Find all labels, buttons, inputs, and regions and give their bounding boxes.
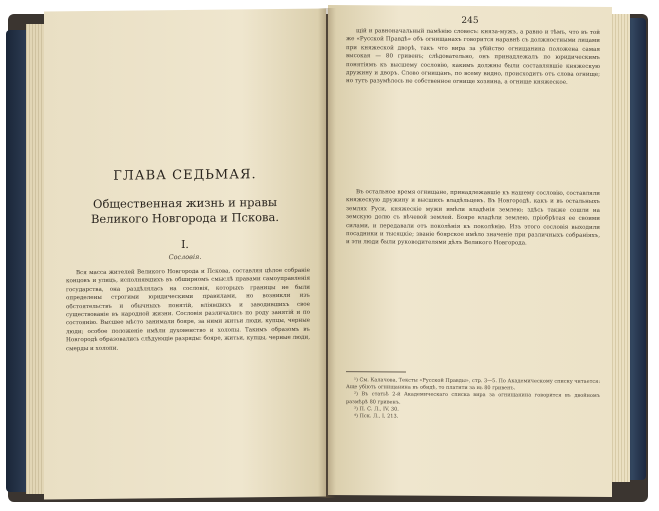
left-page-body: Вся масса жителей Великого Новгорода и Пскова, составляя цѣлое собраніе концовъ и улицъ, исполнявшихъ въ обширномъ смыслѣ правами самоуправленія государства, она раздѣлялась на сословія, которыхъ границы не были определены строгими юридическими правилами, но возникли изъ обстоятельствъ и обычныхъ понятій, вліявшихъ и заводившихъ свое существованіе въ народной жизни. Сословія различались по роду занятій и по состоянію. Высшее мѣсто занимали бояре, за ними житьи люди, купцы, черные люди; особое положеніе имѣли духовенство и холопы. Такимъ образомъ въ Новгородѣ образовались слѣдующіе разряды: бояре, житьи, купцы, черные люди, смерды и холопи. [66, 267, 310, 352]
footnote: ³) П. С. Л., IV, 30. [354, 406, 399, 413]
chapter-subtitle: Общественная жизнь и нравы Великого Новгорода и Пскова. [90, 195, 280, 226]
section-number: I. [181, 237, 189, 252]
footnotes [346, 377, 600, 489]
page-number: 245 [461, 15, 479, 27]
footnote: ⁴) Пск. Л., I, 213. [354, 413, 399, 420]
footnote: ¹) См. Калачова, Тексты «Русской Правды», стр. 3—5. По Академическому списку читается: Аще убіють огнищанина въ обидѣ, то платити за нь 80 гривенъ. [346, 377, 600, 392]
left-page [44, 9, 326, 500]
footnote: ²) Въ статьѣ 2-й Академическаго списка вира за огнищанина говорится въ двойномъ размѣрѣ 80 гривенъ. [346, 391, 600, 406]
book-gutter [318, 8, 336, 498]
right-page-body-1: щій и равноначальный памѣнію словесъ: княза-мужъ, а равно и тѣмъ, что въ той же «Русской Правдѣ» объ огнищанахъ говорится наравнѣ съ должностными лицами при княжеской дворѣ, такъ что вира за убійство огнищанина положена самая высокая — 80 гривенъ; слѣдовательно, онъ принадлежалъ по юридическимъ понятіямъ къ высшему сословію, какимъ должны были составлявшіе княжескую дружину и дворъ. Слово огнищанъ, по всему видно, происходитъ отъ слова огнище; но тутъ разумѣлось не собственное огнище хозяина, а огнище княжеское. [346, 28, 600, 87]
right-page-body-2: Въ остальное время огнищане, принадлежавшіе къ нашему сословію, составляли княжескую дружину и высшихъ владѣльцевъ. Въ Новгородѣ, какъ и въ остальныхъ землях Руси, княжескіе мужи имѣли владѣнія землею; здѣсь также сошли на земскую долю съ вѣчевой землей. Бояре владѣли землею, пріобрѣтая ее своими силами, и передавали отъ поколѣнія къ поколѣнію. Изъ этого сословія выходили посадники и тысяцкіе; званіе боярское имѣло значеніе при различныхъ собраніяхъ, и эти люди были руководителями дѣлъ Великого Новгорода. [346, 189, 600, 247]
chapter-title: ГЛАВА СЕДЬМАЯ. [113, 167, 257, 184]
section-name: Сословія. [168, 252, 202, 262]
footnote-divider [346, 371, 406, 372]
right-page [328, 5, 612, 497]
